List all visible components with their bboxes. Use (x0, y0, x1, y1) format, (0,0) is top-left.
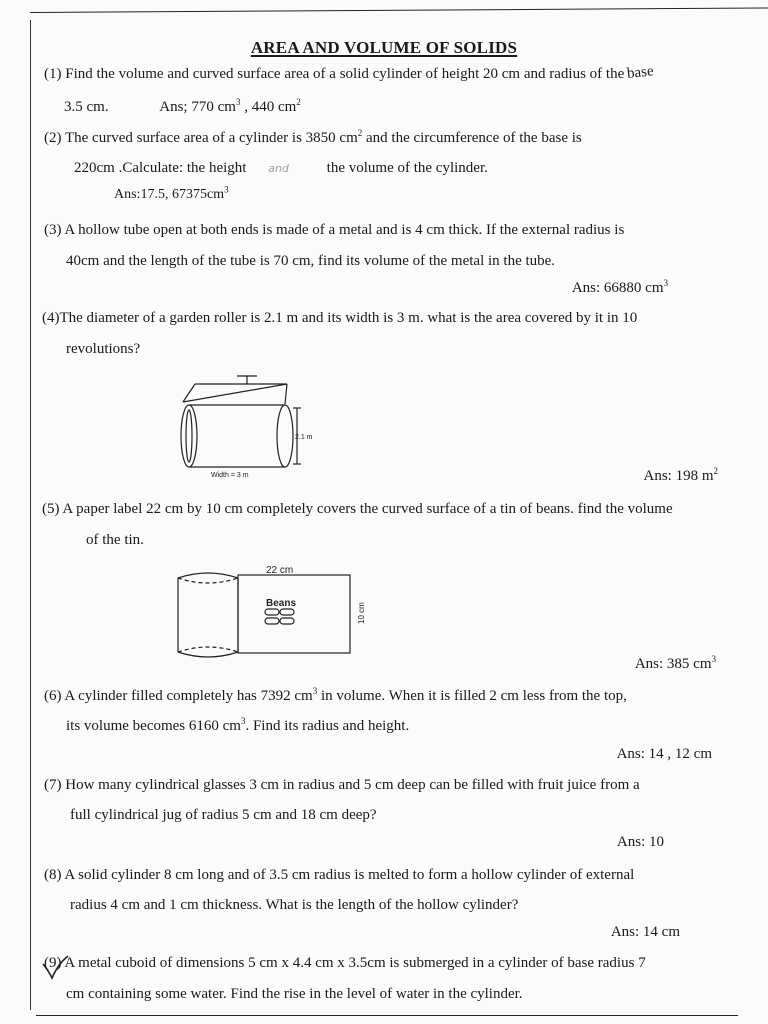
q4-line2: revolutions? (66, 341, 141, 357)
tin-top-front (178, 578, 238, 583)
roller-handle-bar (183, 384, 287, 402)
q8-line1: (8) A solid cylinder 8 cm long and of 3.5 cm radius is melted to form a hollow cylinder of external (44, 867, 635, 883)
q3-line1: (3) A hollow tube open at both ends is made of a metal and is 4 cm thick. If the external radius is (44, 222, 625, 238)
page-title: AREA AND VOLUME OF SOLIDS (250, 38, 518, 57)
q4-answer: Ans: 198 $m^2$ (643, 466, 718, 484)
tin-top-back (178, 573, 238, 578)
q2-line2: 220cm .Calculate: the height and the volume of the cylinder. (74, 160, 488, 176)
q5-line2: of the tin. (86, 532, 144, 548)
roller-frame-left (183, 384, 195, 402)
q6-answer: Ans: 14 , 12 cm (616, 746, 712, 762)
q7-line2: full cylindrical jug of radius 5 cm and 18 cm deep? (70, 807, 377, 823)
q2-answer: Ans:17.5, $67375cm^3$ (114, 184, 229, 202)
q7-answer: Ans: 10 (616, 834, 664, 850)
roller-handle-brace (285, 384, 287, 404)
q5-line1: (5) A paper label 22 cm by 10 cm completely covers the curved surface of a tin of beans. find the volume (42, 501, 673, 517)
tin-label-figure (172, 558, 372, 666)
q8-line2: radius 4 cm and 1 cm thickness. What is the length of the hollow cylinder? (70, 897, 519, 913)
tin-bottom-back (178, 647, 238, 652)
q6-line1: (6) A cylinder filled completely has 7392 $cm^3$ in volume. When it is filled 2 cm less from the top, (44, 686, 627, 704)
q8-answer: Ans: 14 cm (610, 924, 680, 940)
q1-answer: Ans; 770 $cm^3$ , 440 $cm^2$ (159, 97, 301, 115)
roller-left-inner (186, 410, 192, 462)
q7-line1: (7) How many cylindrical glasses 3 cm in radius and 5 cm deep can be filled with fruit juice from a (44, 777, 640, 793)
label-height-text: 10 cm (357, 602, 366, 624)
q3-answer: Ans: 66880 $cm^3$ (571, 278, 668, 296)
roller-width-label: Width = 3 m (211, 472, 249, 479)
q1-line2: 3.5 cm. Ans; 770 $cm^3$ , 440 $cm^2$ (64, 97, 301, 115)
roller-right-end (277, 405, 293, 467)
label-width-text: 22 cm (266, 565, 294, 576)
page-border-bottom (36, 1015, 738, 1016)
q1-line1: (1) Find the volume and curved surface area of a solid cylinder of height 20 cm and radius of the base (44, 63, 655, 83)
tin-bottom-front (178, 652, 238, 657)
q9-line2: cm containing some water. Find the rise in the level of water in the cylinder. (66, 986, 523, 1002)
roller-left-end (181, 405, 197, 467)
roller-height-label: 2.1 m (295, 434, 313, 441)
garden-roller-figure (175, 370, 335, 482)
q4-line1: (4)The diameter of a garden roller is 2.1 m and its width is 3 m. what is the area covered by it in 10 (42, 310, 638, 326)
q3-line2: 40cm and the length of the tube is 70 cm, find its volume of the metal in the tube. (66, 253, 556, 269)
q6-line2: its volume becomes 6160 $cm^3$. Find its radius and height. (66, 716, 410, 734)
beans-icon (265, 609, 294, 624)
beans-text: Beans (266, 598, 297, 609)
q9-line1: (9) A metal cuboid of dimensions 5 cm x 4.4 cm x 3.5cm is submerged in a cylinder of base radius 7 (44, 955, 646, 971)
page-border-left (30, 20, 31, 1010)
q5-answer: Ans: 385 $cm^3$ (634, 654, 716, 672)
page-border-top (30, 7, 768, 13)
q1-line1-tail: base (626, 63, 655, 83)
q2-handwritten-and: and (268, 162, 289, 175)
q2-line1: (2) The curved surface area of a cylinder is 3850 $cm^2$ and the circumference of the base is (44, 128, 582, 146)
